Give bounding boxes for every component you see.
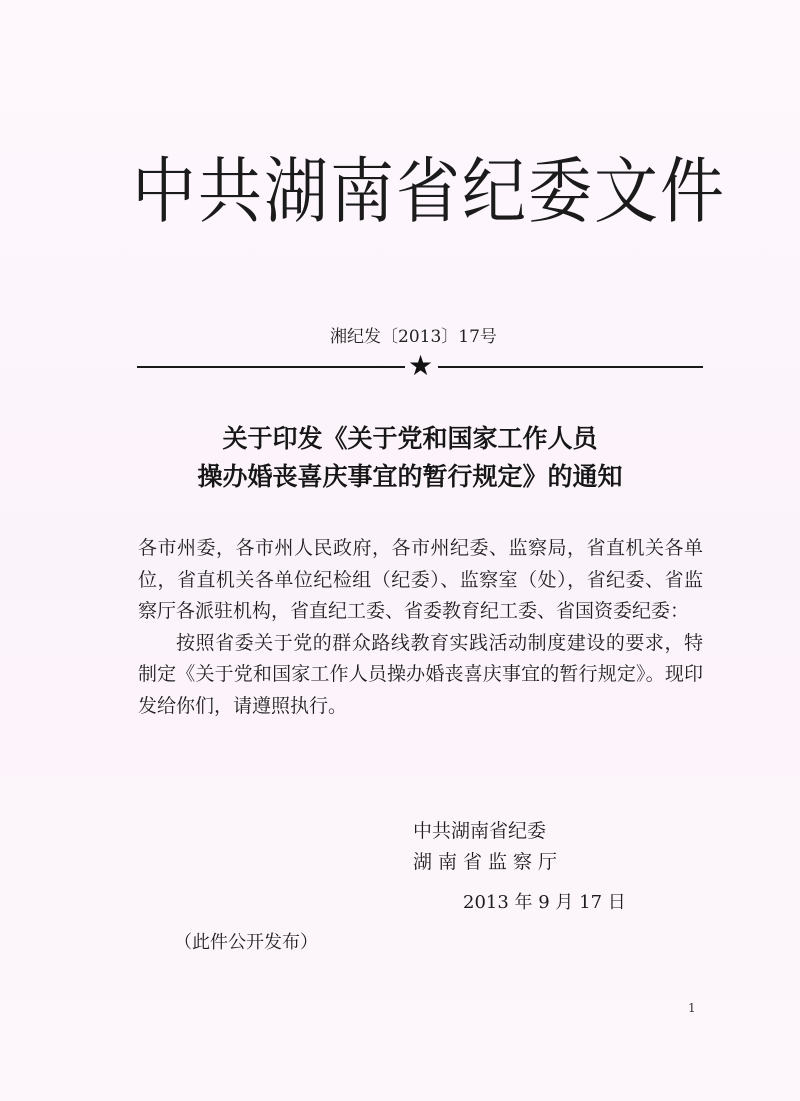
separator-line-right: [438, 366, 703, 368]
notice-body: [138, 533, 703, 722]
signature-date: 2013 年 9 月 17 日: [463, 892, 626, 913]
document-header-title: 中共湖南省纪委文件: [132, 150, 726, 234]
star-icon: ★: [408, 349, 434, 382]
notice-title-line-1: 关于印发《关于党和国家工作人员: [222, 424, 598, 453]
separator-line-left: [137, 366, 405, 368]
recipients-paragraph: 各市州委，各市州人民政府，各市州纪委、监察局，省直机关各单位，省直机关各单位纪检组（纪委）、监察室（处），省纪委、省监察厅各派驻机构，省直纪工委、省委教育纪工委、省国资委纪委：: [138, 537, 703, 622]
notice-title-line-2: 操办婚丧喜庆事宜的暂行规定》的通知: [197, 462, 623, 491]
signature-org-2: 湖南省监察厅: [413, 851, 564, 873]
main-paragraph: 按照省委关于党的群众路线教育实践活动制度建设的要求，特制定《关于党和国家工作人员操办婚丧喜庆事宜的暂行规定》。现印发给你们，请遵照执行。: [138, 631, 703, 717]
signature-org-1: 中共湖南省纪委: [413, 820, 547, 842]
notice-title: [130, 420, 690, 496]
page-number: 1: [688, 1001, 696, 1015]
document-number: 湘纪发〔2013〕17号: [330, 327, 497, 347]
public-release-note: （此件公开发布）: [174, 932, 318, 953]
signature-block: [413, 816, 563, 878]
